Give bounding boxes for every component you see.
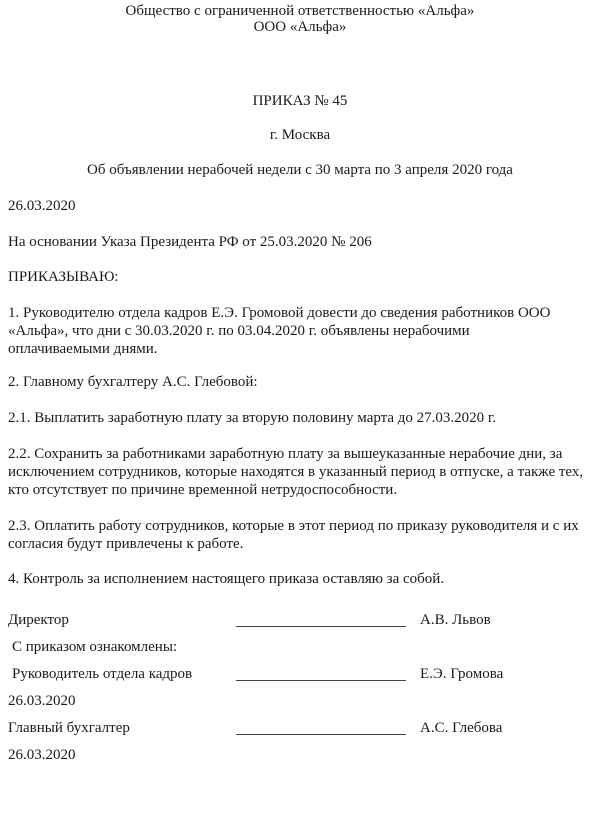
order-city: г. Москва xyxy=(269,127,331,143)
hr-signature-line xyxy=(236,680,406,681)
director-signature-line xyxy=(236,626,406,627)
item-2-3: 2.3. Оплатить работу сотрудников, которые в этот период по приказу руководителя и с их согласия будут привлечены к работе. xyxy=(8,518,579,552)
order-command: ПРИКАЗЫВАЮ: xyxy=(8,269,119,285)
order-date: 26.03.2020 xyxy=(8,198,76,214)
accountant-signature-line xyxy=(236,734,406,735)
acknowledged-label: С приказом ознакомлены: xyxy=(12,639,178,655)
director-title: Директор xyxy=(8,612,69,628)
hr-title: Руководитель отдела кадров xyxy=(12,666,193,682)
item-2-1: 2.1. Выплатить заработную плату за вторую половину марта до 27.03.2020 г. xyxy=(8,410,497,426)
accountant-name: А.С. Глебова xyxy=(420,720,503,736)
item-2: 2. Главному бухгалтеру А.С. Глебовой: xyxy=(8,374,258,390)
item-4: 4. Контроль за исполнением настоящего приказа оставляю за собой. xyxy=(8,571,445,587)
hr-date: 26.03.2020 xyxy=(8,693,76,709)
hr-name: Е.Э. Громова xyxy=(420,666,504,682)
order-subject: Об объявлении нерабочей недели с 30 марта по 3 апреля 2020 года xyxy=(87,162,513,178)
company-full-name: Общество с ограниченной ответственностью «Альфа» xyxy=(125,3,475,19)
accountant-date: 26.03.2020 xyxy=(8,747,76,763)
accountant-title: Главный бухгалтер xyxy=(8,720,130,736)
director-name: А.В. Львов xyxy=(420,612,491,628)
order-title: ПРИКАЗ № 45 xyxy=(252,93,348,109)
item-1: 1. Руководителю отдела кадров Е.Э. Громовой довести до сведения работников ООО «Альфа», что дни с 30.03.2020 г. по 03.04.2020 г. объявлены нерабочими оплачиваемыми днями. xyxy=(8,305,551,357)
item-2-2: 2.2. Сохранить за работниками заработную плату за вышеуказанные нерабочие дни, за исключением сотрудников, которые находятся в указанный период в отпуске, а также тех, кто отсутствует по причине временной нетрудоспособности. xyxy=(8,446,584,498)
company-short-name: ООО «Альфа» xyxy=(253,19,347,35)
order-basis: На основании Указа Президента РФ от 25.03.2020 № 206 xyxy=(8,234,372,250)
